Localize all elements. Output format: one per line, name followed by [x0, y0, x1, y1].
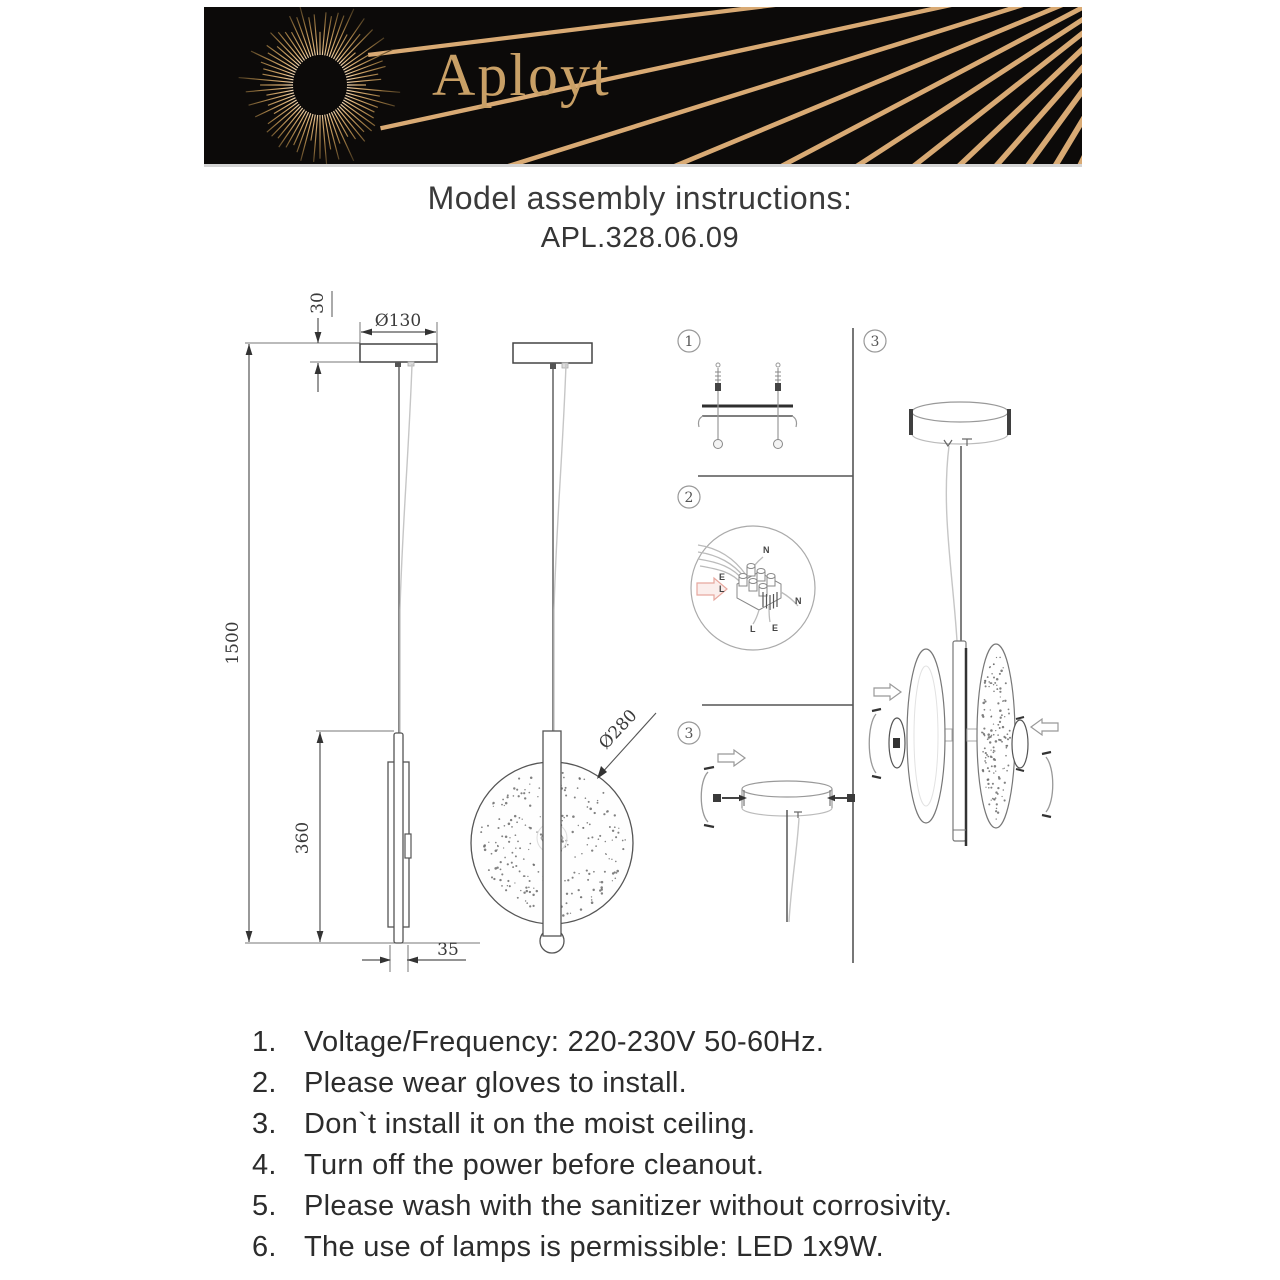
dim-shade-diameter: Ø280 [595, 705, 642, 754]
step3-mid-panel [678, 722, 855, 922]
slide-arrow-left-icon [874, 684, 901, 700]
page-title: Model assembly instructions: [427, 180, 853, 216]
dim-shade-thickness: 35 [437, 940, 459, 960]
side-view [223, 291, 480, 972]
step3-right-number: 3 [870, 334, 880, 350]
model-number: APL.328.06.09 [540, 222, 740, 254]
wire-label-e-in: E [719, 572, 726, 582]
wire-label-l-in: L [719, 584, 725, 594]
instruction-item-3 [252, 1104, 1082, 1145]
rotate-arrow-assembly-right-icon [1042, 752, 1053, 817]
wire-label-e-out: E [772, 623, 779, 633]
slide-arrow-right-icon [1031, 719, 1058, 735]
instruction-text: The use of lamps is permissible: LED 1x9W. [304, 1231, 884, 1263]
step2-number: 2 [684, 490, 694, 506]
instruction-text: Don`t install it on the moist ceiling. [304, 1108, 756, 1140]
instruction-text: Please wash with the sanitizer without corrosivity. [304, 1190, 953, 1222]
instruction-number: 2. [252, 1067, 277, 1099]
instruction-text: Voltage/Frequency: 220-230V 50-60Hz. [304, 1026, 825, 1058]
instruction-number: 1. [252, 1026, 277, 1058]
step2-panel [678, 486, 815, 650]
instruction-number: 4. [252, 1149, 277, 1181]
instruction-text: Please wear gloves to install. [304, 1067, 687, 1099]
instruction-item-4 [252, 1145, 1082, 1186]
wire-label-l-out: L [750, 624, 756, 634]
dim-canopy-diameter: Ø130 [374, 311, 422, 331]
step1-panel [678, 330, 797, 449]
front-view [471, 343, 656, 953]
wire-label-n-in: N [763, 545, 770, 555]
instruction-number: 5. [252, 1190, 277, 1222]
slide-arrow-icon [718, 750, 745, 766]
step3-number: 3 [684, 726, 694, 742]
brand-logotype: Aployt [432, 42, 611, 108]
instruction-text: Turn off the power before cleanout. [304, 1149, 765, 1181]
step1-number: 1 [684, 334, 694, 350]
instruction-item-5 [252, 1186, 1082, 1227]
instruction-number: 6. [252, 1231, 277, 1263]
dim-shade-height: 360 [293, 821, 313, 855]
rotate-arrow-left-icon [701, 767, 714, 827]
rotate-arrow-assembly-left-icon [869, 709, 881, 778]
dim-canopy-height: 30 [308, 292, 328, 314]
instruction-item-6 [252, 1227, 1082, 1268]
instruction-list [252, 1022, 1082, 1268]
dim-overall-height: 1500 [223, 621, 243, 665]
step3-right-panel [864, 330, 1058, 846]
wire-label-n-out: N [795, 596, 802, 606]
instruction-number: 3. [252, 1108, 277, 1140]
instruction-item-1 [252, 1022, 1082, 1063]
instruction-item-2 [252, 1063, 1082, 1104]
